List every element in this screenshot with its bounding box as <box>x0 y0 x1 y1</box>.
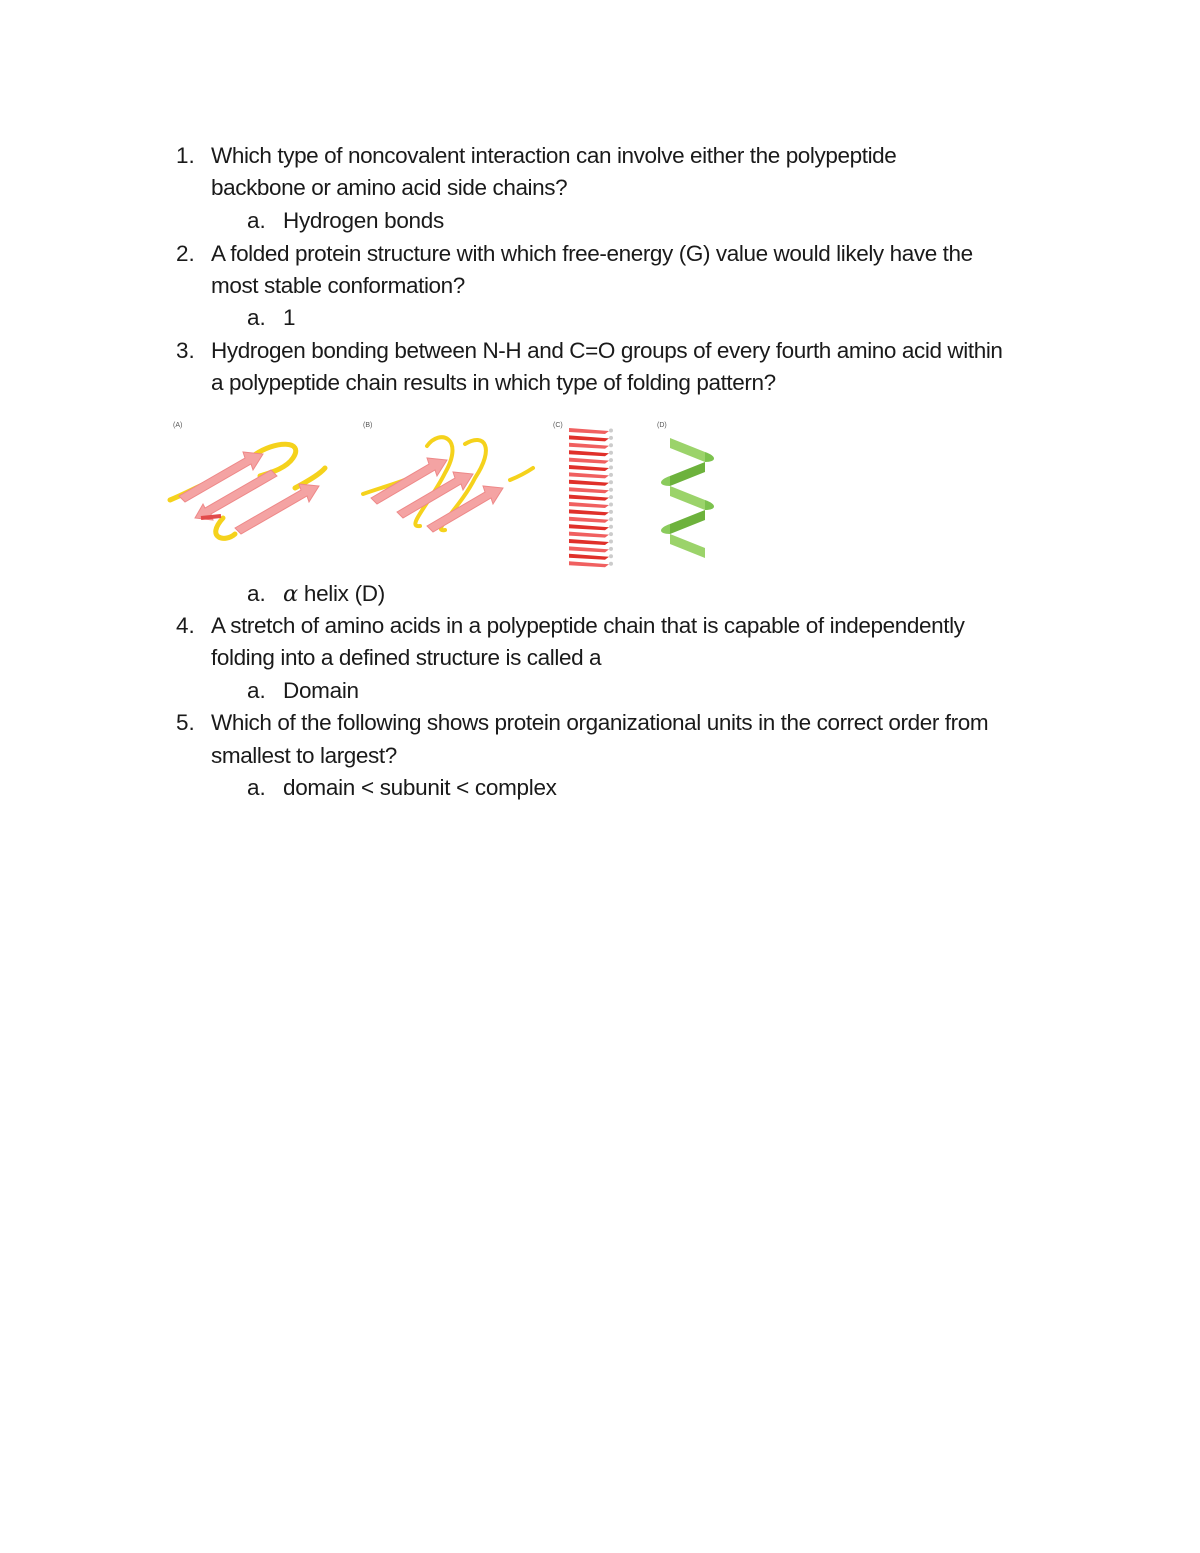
beta-strand-segment <box>569 539 609 545</box>
question-text: smallest to largest? <box>211 743 397 768</box>
strand-end-marker <box>609 480 613 484</box>
panel-label-b: (B) <box>363 422 373 429</box>
panel-label-d: (D) <box>657 422 667 429</box>
beta-strand-segment <box>569 495 609 501</box>
strand-end-marker <box>609 436 613 440</box>
beta-strand-segment <box>569 458 609 464</box>
question-text: folding into a defined structure is called a <box>211 645 602 670</box>
figure-drawing <box>165 418 725 578</box>
question-text: most stable conformation? <box>211 273 465 298</box>
beta-strand-segment <box>569 509 609 515</box>
strand-end-marker <box>609 525 613 529</box>
answer-letter: a. <box>247 678 266 703</box>
question-text: backbone or amino acid side chains? <box>211 175 568 200</box>
beta-stack-panel <box>569 428 613 567</box>
antiparallel-sheet-panel <box>170 444 325 538</box>
answer-letter: a. <box>247 775 266 800</box>
beta-strand-segment <box>569 472 609 478</box>
beta-strand-segment <box>569 465 609 471</box>
answer-letter: a. <box>247 208 266 233</box>
beta-strand-segment <box>569 435 609 441</box>
strand-end-marker <box>609 554 613 558</box>
answer-text: Domain <box>283 678 359 703</box>
question-number: 4. <box>176 613 195 638</box>
answer-text: 1 <box>283 305 296 330</box>
strand-end-marker <box>609 495 613 499</box>
beta-strand-segment <box>569 443 609 449</box>
answer-line <box>283 578 385 610</box>
question-text: A stretch of amino acids in a polypeptide chain that is capable of independently <box>211 613 965 638</box>
answer-text: Hydrogen bonds <box>283 208 444 233</box>
strand-end-marker <box>609 429 613 433</box>
beta-strand-segment <box>569 450 609 456</box>
beta-strand-segment <box>569 561 609 567</box>
question-text: Hydrogen bonding between N-H and C=O groups of every fourth amino acid within <box>211 338 1003 363</box>
strand-end-marker <box>609 510 613 514</box>
strand-end-marker <box>609 503 613 507</box>
strand-end-marker <box>609 466 613 470</box>
beta-strand-segment <box>569 487 609 493</box>
answer-text: domain < subunit < complex <box>283 775 557 800</box>
beta-strand-segment <box>569 480 609 486</box>
strand-end-marker <box>609 532 613 536</box>
strand-end-marker <box>609 488 613 492</box>
panel-label-c: (C) <box>553 422 563 429</box>
answer-text: helix (D) <box>303 581 385 606</box>
question-text: a polypeptide chain results in which type of folding pattern? <box>211 370 776 395</box>
strand-end-marker <box>609 540 613 544</box>
question-number: 2. <box>176 241 195 266</box>
strand-end-marker <box>609 451 613 455</box>
alpha-symbol: α <box>283 581 298 607</box>
strand-end-marker <box>609 443 613 447</box>
beta-strand-segment <box>569 546 609 552</box>
parallel-sheet-panel <box>363 437 533 532</box>
question-number: 5. <box>176 710 195 735</box>
question-text: Which type of noncovalent interaction can involve either the polypeptide <box>211 143 897 168</box>
beta-strand-segment <box>569 532 609 538</box>
strand-end-marker <box>609 517 613 521</box>
panel-label-a: (A) <box>173 422 183 429</box>
beta-strand-segment <box>569 524 609 530</box>
beta-strand-segment <box>569 554 609 560</box>
answer-letter: a. <box>247 305 266 330</box>
beta-strand-segment <box>569 428 609 434</box>
question-text: Which of the following shows protein organizational units in the correct order from <box>211 710 989 735</box>
strand-end-marker <box>609 562 613 566</box>
strand-end-marker <box>609 473 613 477</box>
protein-structure-figure <box>165 418 725 578</box>
beta-strand-segment <box>569 517 609 523</box>
strand-end-marker <box>609 458 613 462</box>
question-number: 1. <box>176 143 195 168</box>
beta-strand-segment <box>569 502 609 508</box>
question-number: 3. <box>176 338 195 363</box>
strand-end-marker <box>609 547 613 551</box>
answer-letter: a. <box>247 581 266 606</box>
question-text: A folded protein structure with which free-energy (G) value would likely have the <box>211 241 973 266</box>
alpha-helix-panel <box>661 438 714 558</box>
